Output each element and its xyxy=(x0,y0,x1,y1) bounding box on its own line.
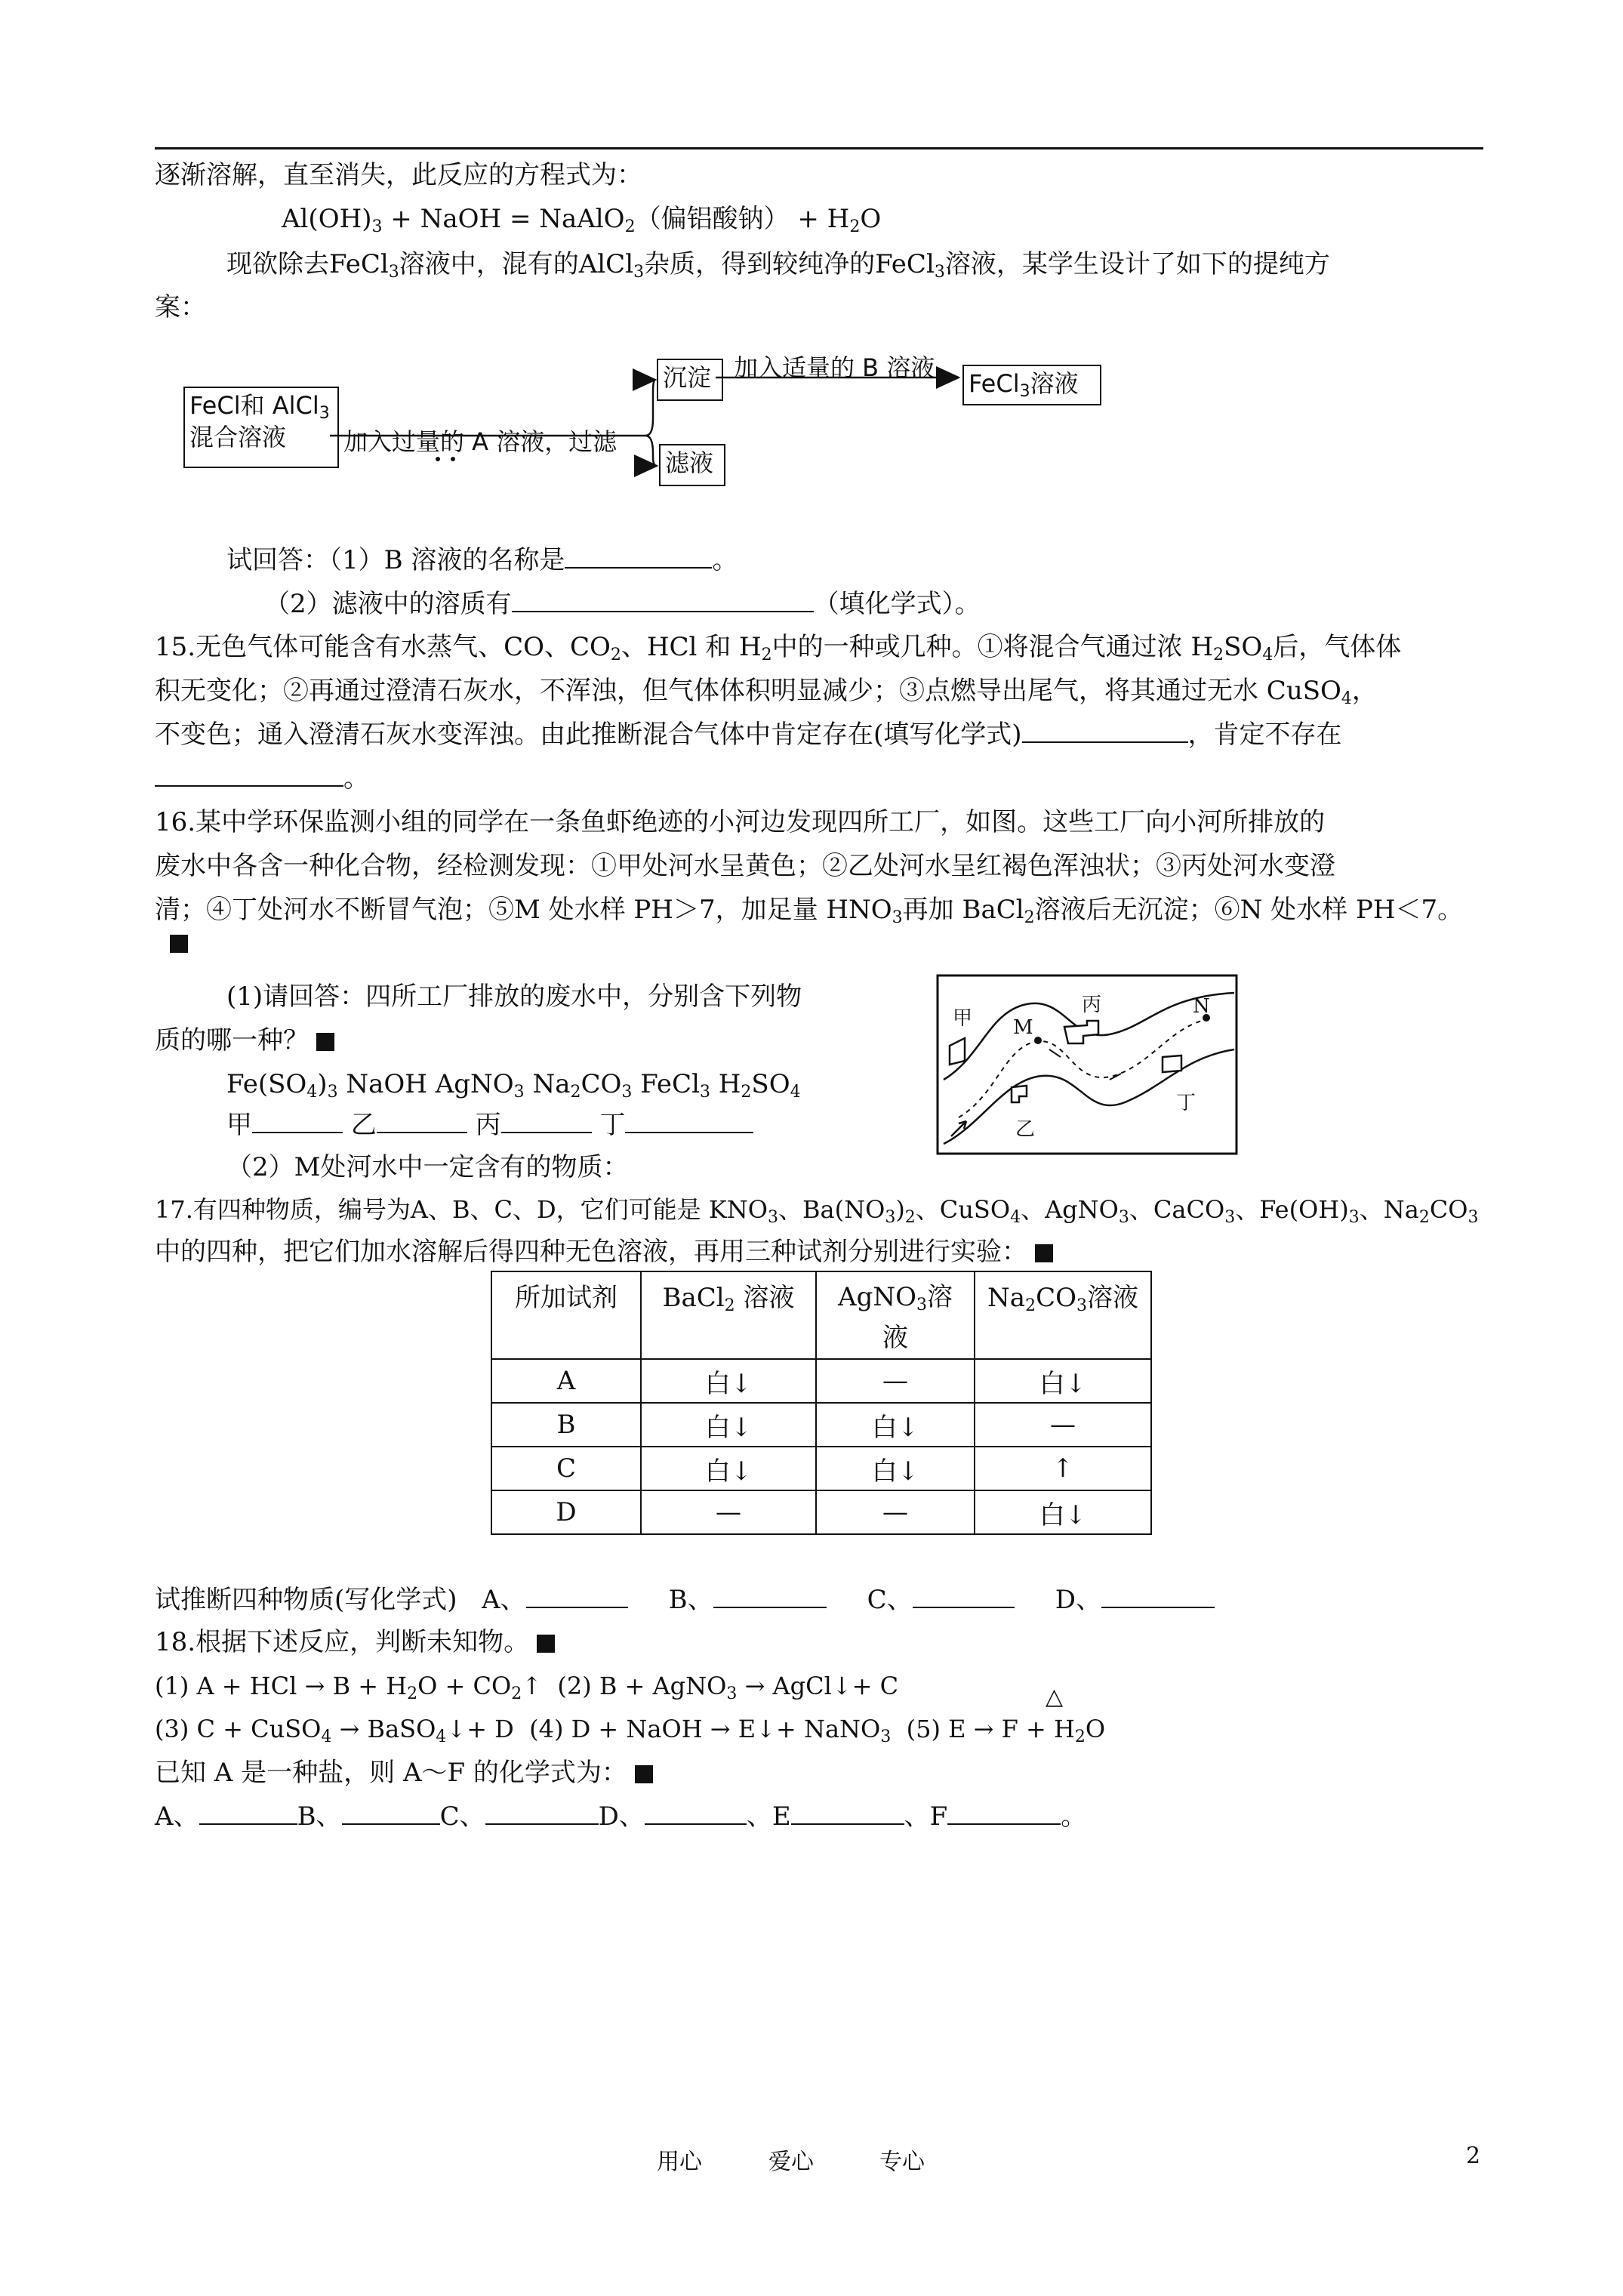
q18-reactions-2: (3) C + CuSO$_4$ → BaSO$_4$↓+ D (4) D + NaOH → E↓+ NaNO$_3$ (5) $E \to F + H_2O$ xyxy=(155,1715,1106,1746)
map-label-jia: 甲 xyxy=(953,1007,973,1030)
table-row: C 白↓ 白↓ ↑ xyxy=(491,1447,1151,1490)
q15-blank-absent[interactable] xyxy=(155,763,343,787)
q18-blank-a[interactable] xyxy=(199,1801,297,1825)
q18-line-1: 18.根据下述反应，判断未知物。 xyxy=(155,1626,555,1659)
map-label-m: M xyxy=(1013,1016,1033,1039)
q15-line-1: 15.无色气体可能含有水蒸气、CO、$CO_2$、HCl 和 $H_2$中的一种或几种。①将混合气通过浓 $H_2SO_4$后，气体体 xyxy=(155,632,1402,664)
table-header-bacl2: BaCl$_2$ 溶液 xyxy=(641,1271,816,1359)
square-marker-icon xyxy=(316,1033,334,1051)
filtrate-box: 滤液 xyxy=(659,444,725,486)
q17-blank-d[interactable] xyxy=(1101,1584,1215,1608)
square-marker-icon xyxy=(170,935,188,953)
q15-line-3: 不变色；通入澄清石灰水变浑浊。由此推断混合气体中肯定存在(填写化学式) ，肯定不存在 xyxy=(155,720,1342,750)
page-number: 2 xyxy=(1466,2143,1481,2169)
q17-blank-c[interactable] xyxy=(913,1584,1015,1608)
map-label-ding: 丁 xyxy=(1176,1092,1196,1114)
q18-answer-line: A、 B、 C、 D、 、E 、F 。 xyxy=(155,1801,1087,1832)
q16-line-1: 16.某中学环保监测小组的同学在一条鱼虾绝迹的小河边发现四所工厂，如图。这些工厂向小河所排放的 xyxy=(155,807,1326,837)
q16-line-2: 废水中各含一种化合物，经检测发现：①甲处河水呈黄色；②乙处河水呈红褐色浑浊状；③丙处河水变澄 xyxy=(155,851,1335,881)
intro-line-4: 案： xyxy=(155,292,206,322)
flow-arrows xyxy=(0,0,1623,529)
map-label-yi: 乙 xyxy=(1015,1118,1036,1141)
q18-blank-f[interactable] xyxy=(947,1801,1061,1825)
q16-fill-blanks: 甲 乙 丙 丁 xyxy=(226,1108,753,1142)
q14-blank-2[interactable] xyxy=(512,588,814,612)
q17-line-1: 17.有四种物质，编号为A、B、C、D，它们可能是 $KNO_3$、$Ba(NO_3)_2$、CuSO$_4$、AgNO$_3$、CaCO$_3$、$Fe(OH)_3$、$Na_2CO_3$ xyxy=(155,1195,1479,1227)
footer-word-2: 爱心 xyxy=(768,2149,814,2175)
q14-ask-2: （2）滤液中的溶质有 （填化学式）。 xyxy=(264,589,981,619)
intro-line-1: 逐渐溶解，直至消失，此反应的方程式为： xyxy=(155,160,642,190)
footer-word-1: 用心 xyxy=(657,2149,702,2175)
square-marker-icon xyxy=(537,1635,555,1653)
q18-blank-b[interactable] xyxy=(342,1801,440,1825)
table-header-agno3: AgNO$_3$溶 液 xyxy=(816,1271,975,1359)
q15-blank-present[interactable] xyxy=(1022,719,1188,743)
q17-line-2: 中的四种，把它们加水溶解后得四种无色溶液，再用三种试剂分别进行实验： xyxy=(155,1235,1053,1268)
q16-ask-1a: (1)请回答：四所工厂排放的废水中，分别含下列物 xyxy=(226,982,802,1012)
square-marker-icon xyxy=(635,1765,653,1783)
intro-equation: $Al(OH)_3$ + NaOH = NaAlO$_2$（偏铝酸钠） + $H_2O$ xyxy=(282,204,882,236)
q16-marker xyxy=(162,935,188,953)
map-label-bing: 丙 xyxy=(1082,994,1102,1016)
q17-answer-line: 试推断四种物质(写化学式) A、 B、 C、 D、 xyxy=(155,1583,1215,1616)
q16-substances: $Fe(SO_4)_3$ NaOH AgNO$_3$ $Na_2CO_3$ FeCl$_3$ $H_2SO_4$ xyxy=(226,1069,801,1102)
heat-triangle-icon: △ xyxy=(1046,1684,1064,1710)
end-box: FeCl$_3$溶液 xyxy=(962,365,1101,405)
map-label-n: N xyxy=(1193,995,1210,1018)
table-header-reagent: 所加试剂 xyxy=(491,1271,641,1359)
arrow-2-label: 加入适量的 B 溶液 xyxy=(734,353,935,382)
q18-reactions-1: (1) A + HCl → $B + H_2O$ + $CO_2↑$ (2) B + AgNO$_3$ → AgCl↓+ C xyxy=(155,1672,899,1703)
q16-ask-2: （2）M处河水中一定含有的物质： xyxy=(226,1152,629,1182)
arrow-1-label: 加入过量的 A 溶液，过滤 xyxy=(343,427,617,456)
table-header-na2co3: $Na_2CO_3$溶液 xyxy=(975,1271,1151,1359)
blank-jia[interactable] xyxy=(252,1109,343,1133)
footer-word-3: 专心 xyxy=(879,2149,925,2175)
blank-ding[interactable] xyxy=(625,1109,753,1133)
q15-line-4: 。 xyxy=(155,762,369,795)
blank-bing[interactable] xyxy=(501,1109,592,1133)
q18-blank-d[interactable] xyxy=(645,1801,747,1825)
start-box: FeCl和 AlCl$_3$ 混合溶液 xyxy=(183,387,339,468)
precipitate-box: 沉淀 xyxy=(657,359,723,401)
q17-experiment-table xyxy=(491,1271,1152,1535)
q18-blank-c[interactable] xyxy=(485,1801,599,1825)
q18-known: 已知 A 是一种盐，则 A～F 的化学式为： xyxy=(155,1756,653,1789)
river-map xyxy=(936,974,1238,1155)
table-row: A 白↓ — 白↓ xyxy=(491,1359,1151,1403)
intro-line-3: 现欲除去FeCl$_3$溶液中，混有的AlCl$_3$杂质，得到较纯净的FeCl$_3$溶液，某学生设计了如下的提纯方 xyxy=(226,249,1330,282)
q17-blank-a[interactable] xyxy=(526,1584,628,1608)
q18-blank-e[interactable] xyxy=(791,1801,904,1825)
square-marker-icon xyxy=(1035,1244,1053,1262)
q14-ask-1: 试回答：（1）B 溶液的名称是 。 xyxy=(226,545,738,575)
q15-line-2: 积无变化；②再通过澄清石灰水，不浑浊，但气体体积明显减少；③点燃导出尾气，将其通过无水 CuSO$_4$， xyxy=(155,676,1378,708)
q16-ask-1b: 质的哪一种？ xyxy=(155,1024,334,1057)
blank-yi[interactable] xyxy=(377,1109,467,1133)
q16-line-3: 清；④丁处河水不断冒气泡；⑤M 处水样 PH＞7，加足量 $HNO_3$再加 BaCl$_2$溶液后无沉淀；⑥N 处水样 PH＜7。 xyxy=(155,895,1464,927)
q14-blank-1[interactable] xyxy=(565,544,712,569)
table-row: D — — 白↓ xyxy=(491,1490,1151,1534)
q17-blank-b[interactable] xyxy=(713,1584,827,1608)
table-row: B 白↓ 白↓ — xyxy=(491,1403,1151,1447)
